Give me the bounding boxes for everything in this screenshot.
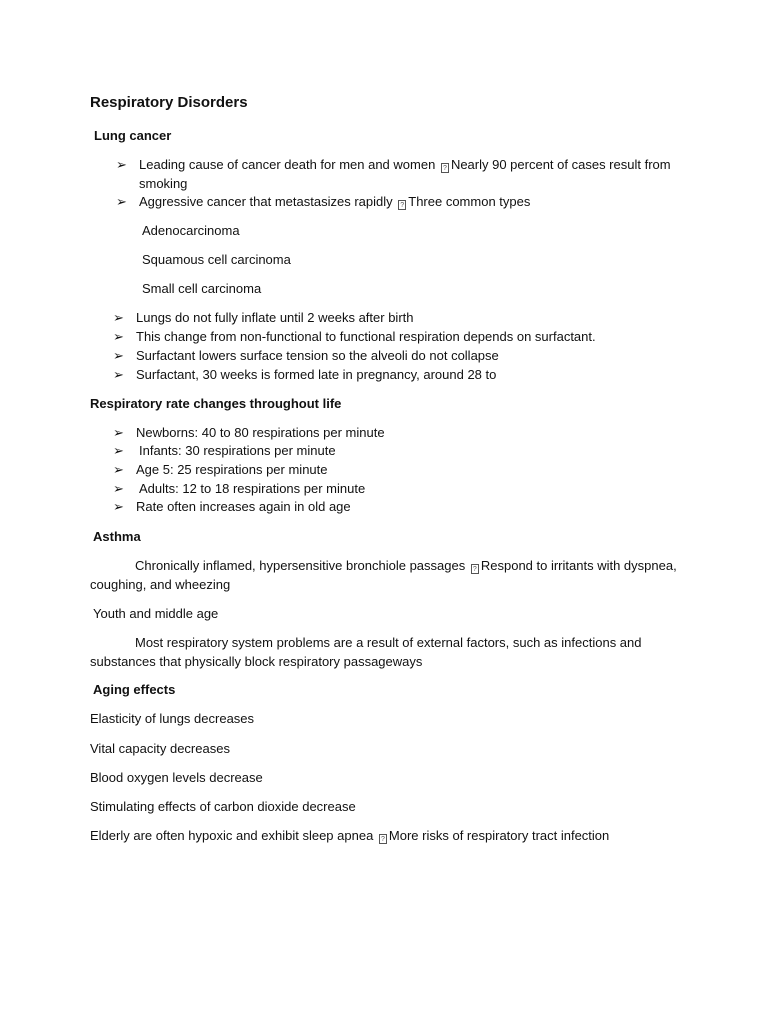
paragraph-text: substances that physically block respiratory passageways [90,653,423,669]
heading-lung-cancer: Lung cancer [94,128,172,143]
bullet-rate-1: Newborns: 40 to 80 respirations per minute [136,425,385,440]
bullet-arrow-icon: ➢ [113,367,124,382]
bullet-text: Three common types [408,194,531,209]
bullet-arrow-icon: ➢ [116,194,127,209]
bullet-surfactant-2: This change from non-functional to functional respiration depends on surfactant. [136,329,596,344]
heading-respiratory-rate: Respiratory rate changes throughout life [90,396,342,411]
missing-glyph-icon: ? [471,564,479,574]
bullet-rate-2: Infants: 30 respirations per minute [139,443,336,458]
missing-glyph-icon: ? [379,834,387,844]
bullet-surfactant-4: Surfactant, 30 weeks is formed late in pregnancy, around 28 to [136,367,497,382]
bullet-arrow-icon: ➢ [113,310,124,325]
bullet-rate-3: Age 5: 25 respirations per minute [136,462,328,477]
bullet-arrow-icon: ➢ [113,425,124,440]
heading-aging-effects: Aging effects [93,682,176,697]
cancer-type-3: Small cell carcinoma [142,281,262,296]
aging-item-4: Stimulating effects of carbon dioxide decrease [90,799,356,814]
bullet-arrow-icon: ➢ [113,462,124,477]
youth-paragraph [90,634,690,671]
bullet-arrow-icon: ➢ [113,329,124,344]
heading-asthma: Asthma [93,529,141,544]
aging-item-3: Blood oxygen levels decrease [90,770,263,785]
paragraph-text: Respond to irritants with dyspnea, [480,558,677,573]
paragraph-text: Elderly are often hypoxic and exhibit sleep apnea [90,828,374,843]
bullet-text: Aggressive cancer that metastasizes rapidly [139,194,393,209]
aging-item-5 [90,827,609,846]
paragraph-text: coughing, and wheezing [90,576,231,592]
paragraph-text: More risks of respiratory tract infection [388,828,610,843]
paragraph-text: Most respiratory system problems are a result of external factors, such as infections and [135,635,642,650]
bullet-surfactant-3: Surfactant lowers surface tension so the alveoli do not collapse [136,348,499,363]
bullet-lung-cancer-2 [139,193,530,212]
bullet-arrow-icon: ➢ [116,157,127,172]
bullet-text: smoking [139,175,188,191]
asthma-paragraph [90,557,680,594]
cancer-type-1: Adenocarcinoma [142,223,240,238]
bullet-arrow-icon: ➢ [113,348,124,363]
bullet-lung-cancer-1 [139,156,679,193]
heading-youth: Youth and middle age [93,606,219,621]
bullet-text: Leading cause of cancer death for men and women [139,157,436,172]
bullet-arrow-icon: ➢ [113,481,124,496]
bullet-arrow-icon: ➢ [113,443,124,458]
aging-item-1: Elasticity of lungs decreases [90,711,255,726]
missing-glyph-icon: ? [441,163,449,173]
bullet-rate-5: Rate often increases again in old age [136,499,351,514]
bullet-text: Nearly 90 percent of cases result from [450,157,671,172]
aging-item-2: Vital capacity decreases [90,741,230,756]
document-title: Respiratory Disorders [90,94,248,111]
cancer-type-2: Squamous cell carcinoma [142,252,291,267]
bullet-rate-4: Adults: 12 to 18 respirations per minute [139,481,366,496]
bullet-arrow-icon: ➢ [113,499,124,514]
paragraph-text: Chronically inflamed, hypersensitive bronchiole passages [135,558,466,573]
bullet-surfactant-1: Lungs do not fully inflate until 2 weeks after birth [136,310,414,325]
missing-glyph-icon: ? [398,200,406,210]
